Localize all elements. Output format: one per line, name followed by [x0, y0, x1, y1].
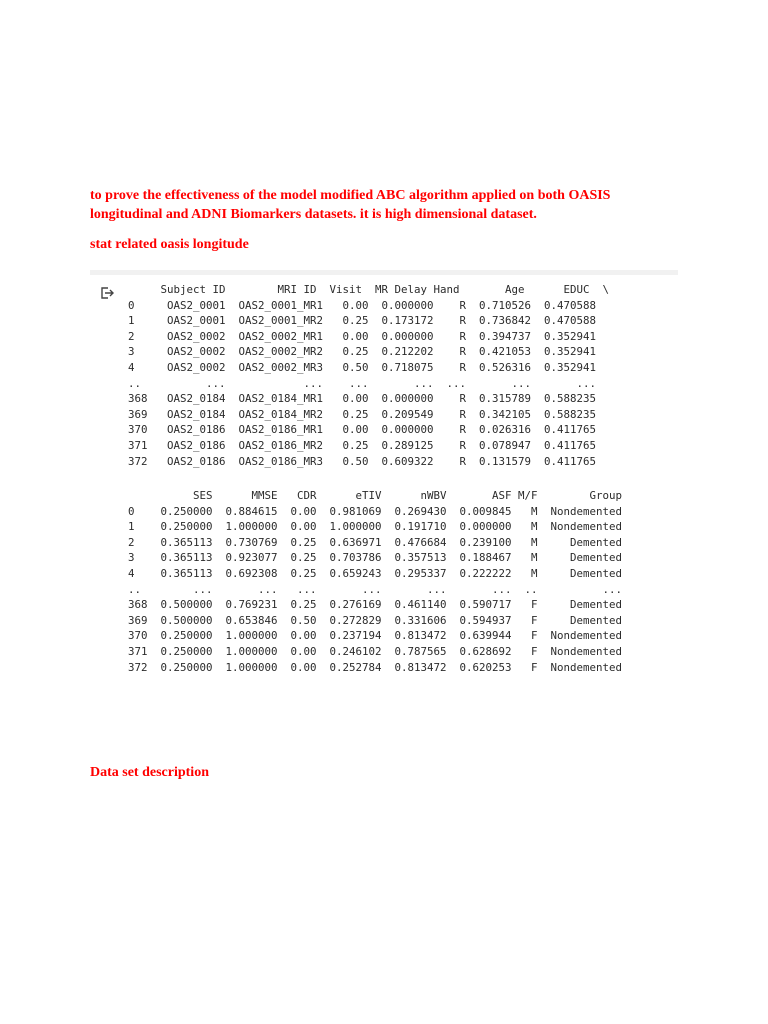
section-subheading: stat related oasis longitude	[90, 237, 249, 252]
dataframe-output-columns-2: SES MMSE CDR eTIV nWBV ASF M/F Group 0 0.250000 0.884615 0.00 0.981069 0.269430 0.009845 M Nondemented 1 0.250000 1.000000 0.00 1.000000 0.191710 0.000000 M Nondemented 2 0.365113 0.730769 0.25 0.636971 0.476684 0.239100 M Demented 3 0.365113 0.923077 0.25 0.703786 0.357513 0.188467 M Demented 4 0.365113 0.692308 0.25 0.659243 0.295337 0.222222 M Demented .. ... ... ... ... ... ... .. ... 368 0.500000 0.769231 0.25 0.276169 0.461140 0.590717 F Demented 369 0.500000 0.653846 0.50 0.272829 0.331606 0.594937 F Demented 370 0.250000 1.000000 0.00 0.237194 0.813472 0.639944 F Nondemented 371 0.250000 1.000000 0.00 0.246102 0.787565 0.628692 F Nondemented 372 0.250000 1.000000 0.00 0.252784 0.813472 0.620253 F Nondemented	[128, 489, 623, 674]
output-arrow-icon[interactable]	[100, 286, 114, 300]
cell-top-bar	[90, 270, 678, 275]
description-heading: Data set description	[90, 765, 209, 780]
intro-paragraph: to prove the effectiveness of the model modified ABC algorithm applied on both OASIS longitudinal and ADNI Biomarkers datasets. it is high dimensional dataset.	[90, 188, 611, 222]
notebook-output-cell	[90, 270, 678, 690]
dataframe-output-columns-1: Subject ID MRI ID Visit MR Delay Hand Age EDUC \ 0 OAS2_0001 OAS2_0001_MR1 0.00 0.000000 R 0.710526 0.470588 1 OAS2_0001 OAS2_0001_MR2 0.25 0.173172 R 0.736842 0.470588 2 OAS2_0002 OAS2_0002_MR1 0.00 0.000000 R 0.394737 0.352941 3 OAS2_0002 OAS2_0002_MR2 0.25 0.212202 R 0.421053 0.352941 4 OAS2_0002 OAS2_0002_MR3 0.50 0.718075 R 0.526316 0.352941 .. ... ... ... ... ... ... ... 368 OAS2_0184 OAS2_0184_MR1 0.00 0.000000 R 0.315789 0.588235 369 OAS2_0184 OAS2_0184_MR2 0.25 0.209549 R 0.342105 0.588235 370 OAS2_0186 OAS2_0186_MR1 0.00 0.000000 R 0.026316 0.411765 371 OAS2_0186 OAS2_0186_MR2 0.25 0.289125 R 0.078947 0.411765 372 OAS2_0186 OAS2_0186_MR3 0.50 0.609322 R 0.131579 0.411765	[128, 283, 610, 468]
